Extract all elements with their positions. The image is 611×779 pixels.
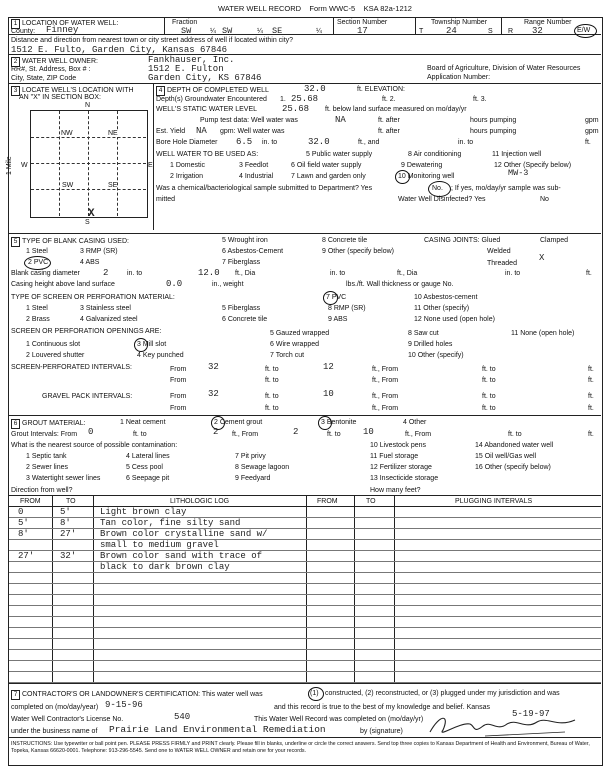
static-level-label: WELL'S STATIC WATER LEVEL <box>156 106 258 113</box>
record-completed-label: This Water Well Record was completed on (mo/day/yr) <box>254 716 424 723</box>
plug-from-header: FROM <box>317 498 338 505</box>
quadrant-se: SE <box>108 182 118 189</box>
source-7: 7 Pit privy <box>235 453 266 460</box>
log-row-description: Light brown clay <box>100 507 187 517</box>
log-row-to: 27' <box>60 529 77 539</box>
certification-line-1: 7 CONTRACTOR'S OR LANDOWNER'S CERTIFICATION: This water well was <box>11 690 263 700</box>
casing-2-circle <box>24 256 51 270</box>
source-11: 11 Fuel storage <box>370 453 419 460</box>
openings-label: SCREEN OR PERFORATION OPENINGS ARE: <box>11 328 162 335</box>
screen-3: 3 Stainless steel <box>80 305 131 312</box>
compass-s: S <box>85 219 90 226</box>
blank-ft-dia: ft., Dia <box>235 270 256 277</box>
signature-icon <box>425 712 585 738</box>
section-number-value: 17 <box>357 26 368 36</box>
opening-5: 5 Gauzed wrapped <box>270 330 330 337</box>
screen-ft: ft. <box>588 366 594 373</box>
casing-clamped: Clamped <box>540 237 569 244</box>
grout-to-2-label: ft. to <box>327 431 341 438</box>
use-6: 6 Oil field water supply <box>291 162 362 169</box>
plugging-intervals-header: PLUGGING INTERVALS <box>455 498 533 505</box>
distance-label: Distance and direction from nearest town or city street address of well if located within city? <box>11 37 294 44</box>
gw-1-label: 1. <box>280 96 286 103</box>
casing-2: 2 PVC <box>28 259 49 266</box>
static-level-rest: ft. below land surface measured on mo/day/yr <box>325 106 467 113</box>
source-12: 12 Fertilizer storage <box>370 464 432 471</box>
grout-to-3: ft. to <box>508 431 522 438</box>
pump-ft-after: ft. after <box>378 117 400 124</box>
grout-2: 2 Cement grout <box>214 419 263 426</box>
gravel-ft-2: ft. <box>588 405 594 412</box>
gravel-from: From <box>170 393 187 400</box>
screen-intervals-label: SCREEN-PERFORATED INTERVALS: <box>11 364 132 371</box>
quadrant-nw: NW <box>61 130 73 137</box>
log-rule <box>9 594 601 595</box>
log-rule <box>9 616 601 617</box>
casing-threaded: Threaded <box>487 260 517 267</box>
bore-in-to: in. to <box>262 139 278 146</box>
business-label: under the business name of <box>11 728 98 735</box>
screen-ft-from: ft., From <box>372 366 399 373</box>
gravel-to: ft. to <box>265 393 279 400</box>
blank-casing-label: Blank casing diameter <box>11 270 80 277</box>
yield-ft-after: ft. after <box>378 128 400 135</box>
opening-3-circle <box>134 338 148 352</box>
casing-5: 5 Wrought iron <box>222 237 268 244</box>
section-3-label-2: AN "X" IN SECTION BOX: <box>19 94 101 101</box>
casing-lbs: lbs./ft. Wall thickness or gauge No. <box>346 281 454 288</box>
pump-gpm: gpm <box>585 117 599 124</box>
casing-9: 9 Other (specify below) <box>322 248 394 255</box>
opening-4: 4 Key punched <box>137 352 184 359</box>
source-15: 15 Oil well/Gas well <box>475 453 537 460</box>
log-rule <box>9 660 601 661</box>
form-title: WATER WELL RECORD Form WWC-5 KSA 82a-1212 <box>218 4 412 13</box>
range-direction-circle <box>574 24 597 38</box>
yield-rest: gpm: Well water was <box>220 128 285 135</box>
owner-value: Fankhauser, Inc. <box>148 55 235 65</box>
compass-n: N <box>85 102 91 109</box>
signature-label: by (signature) <box>360 728 403 735</box>
gravel-from-value: 32 <box>208 389 219 399</box>
street-value: 1512 E. Fulton <box>148 64 224 74</box>
screen-to-2: ft. to <box>265 377 279 384</box>
section-3-label: 3 LOCATE WELL'S LOCATION WITH <box>11 86 134 96</box>
screen-material-label: TYPE OF SCREEN OR PERFORATION MATERIAL: <box>11 294 175 301</box>
chem-mitted: mitted <box>156 196 176 203</box>
source-13: 13 Insecticide storage <box>370 475 439 482</box>
section-map-box <box>30 110 148 218</box>
city-label: City, State, ZIP Code <box>11 75 77 82</box>
township-label: Township Number <box>431 19 488 26</box>
screen-from-2: From <box>170 377 187 384</box>
elevation-label: ft. ELEVATION: <box>357 86 405 93</box>
gw-2-label: ft. 2. <box>382 96 396 103</box>
cert-option-1: (1) <box>310 690 319 697</box>
opening-11: 11 None (open hole) <box>511 330 575 337</box>
groundwater-1-value: 25.68 <box>291 94 319 104</box>
lithologic-log-header: LITHOLOGIC LOG <box>170 498 230 505</box>
yield-hours: hours pumping <box>470 128 517 135</box>
bore-depth-value: 32.0 <box>308 137 330 147</box>
gw-3-label: ft. 3. <box>473 96 487 103</box>
gravel-ft-from-2: ft., From <box>372 405 399 412</box>
bore-diameter-value: 6.5 <box>236 137 253 147</box>
casing-joint-x: X <box>539 253 545 263</box>
pump-test-value: NA <box>335 115 346 125</box>
casing-7: 7 Fiberglass <box>222 259 261 266</box>
source-16: 16 Other (specify below) <box>475 464 551 471</box>
screen-12: 12 None used (open hole) <box>414 316 495 323</box>
screen-1: 1 Steel <box>26 305 48 312</box>
bore-in-to-2: in. to <box>458 139 474 146</box>
gravel-from-2: From <box>170 405 187 412</box>
casing-8: 8 Concrete tile <box>322 237 368 244</box>
use-10: 10 Monitoring well <box>398 173 455 180</box>
screen-7: 7 PVC <box>326 294 347 301</box>
contamination-label: What is the nearest source of possible contamination: <box>11 442 178 449</box>
use-2: 2 Irrigation <box>170 173 204 180</box>
blank-diameter-value: 2 <box>103 268 109 278</box>
source-3: 3 Watertight sewer lines <box>26 475 101 482</box>
grout-to-value: 2 <box>213 427 219 437</box>
screen-ft-to: ft. to <box>482 366 496 373</box>
county-value: Finney <box>46 25 79 35</box>
chem-sample-label: Was a chemical/bacteriological sample submitted to Department? Yes <box>156 185 373 192</box>
casing-4: 4 ABS <box>80 259 100 266</box>
license-number: 540 <box>174 712 191 722</box>
log-rule <box>9 517 601 518</box>
screen-to-value: 12 <box>323 362 334 372</box>
depth-label: 4 DEPTH OF COMPLETED WELL <box>156 86 269 96</box>
log-row-description: black to dark brown clay <box>100 562 230 572</box>
quarter-mark-2: ¼ <box>257 28 263 35</box>
compass-w: W <box>21 162 28 169</box>
log-row-to: 32' <box>60 551 77 561</box>
use-label: WELL WATER TO BE USED AS: <box>156 151 259 158</box>
use-11: 11 Injection well <box>492 151 542 158</box>
log-from-header: FROM <box>20 498 41 505</box>
opening-6: 6 Wire wrapped <box>270 341 320 348</box>
log-rule <box>9 583 601 584</box>
application-label: Application Number: <box>427 74 491 81</box>
use-3: 3 Feedlot <box>239 162 269 169</box>
log-row-from: 27' <box>18 551 35 561</box>
screen-from-value: 32 <box>208 362 219 372</box>
yield-gpm: gpm <box>585 128 599 135</box>
fraction-3: SE <box>272 26 283 36</box>
grout-from-2-value: 2 <box>293 427 299 437</box>
gravel-ft: ft. <box>588 393 594 400</box>
range-value: 32 <box>532 26 543 36</box>
quarter-mark-1: ¼ <box>210 28 216 35</box>
casing-3: 3 RMP (SR) <box>80 248 118 255</box>
license-label: Water Well Contractor's License No. <box>11 716 124 723</box>
bore-label: Bore Hole Diameter <box>156 139 218 146</box>
yield-label: Est. Yield <box>156 128 186 135</box>
section-number-label: Section Number <box>337 19 388 26</box>
grout-1: 1 Neat cement <box>120 419 166 426</box>
casing-welded: Welded <box>487 248 511 255</box>
range-direction: E/W <box>577 27 591 34</box>
blank-ft: ft. <box>586 270 592 277</box>
fraction-label: Fraction <box>172 19 198 26</box>
grout-4: 4 Other <box>403 419 427 426</box>
casing-height-label: Casing height above land surface <box>11 281 115 288</box>
casing-1: 1 Steel <box>26 248 48 255</box>
log-rule <box>9 627 601 628</box>
log-row-description: Brown color crystalline sand w/ <box>100 529 268 539</box>
disinfected-label: Water Well Disinfected? Yes <box>398 196 486 203</box>
grout-ft-to: ft. to <box>133 431 147 438</box>
quarter-mark-3: ¼ <box>316 28 322 35</box>
use-9: 9 Dewatering <box>401 162 443 169</box>
source-6: 6 Seepage pit <box>126 475 170 482</box>
log-rule <box>9 539 601 540</box>
screen-ft-2: ft. <box>588 377 594 384</box>
screen-5: 5 Fiberglass <box>222 305 261 312</box>
opening-9: 9 Drilled holes <box>408 341 453 348</box>
log-row-description: Tan color, fine silty sand <box>100 518 241 528</box>
grout-from-value: 0 <box>88 427 94 437</box>
gravel-ft-to: ft. to <box>482 393 496 400</box>
grout-3-circle <box>318 416 332 430</box>
mile-label: 1 Mile <box>6 156 13 175</box>
gravel-ft-from: ft., From <box>372 393 399 400</box>
grout-label: 6 GROUT MATERIAL: <box>11 419 86 429</box>
log-rule <box>9 550 601 551</box>
blank-in-to-3: in. to <box>505 270 521 277</box>
casing-height-value: 0.0 <box>166 279 183 289</box>
casing-weight: in., weight <box>212 281 244 288</box>
fraction-1: SW <box>181 26 192 36</box>
section-2-label: 2 WATER WELL OWNER: <box>11 57 98 67</box>
city-value: Garden City, KS 67846 <box>148 73 262 83</box>
instructions: INSTRUCTIONS: Use typewriter or ball point pen. PLEASE PRESS FIRMLY and PRINT clearly. Please fill in blanks, underline or circle the correct answers. Send top three copies to Kansas Department of Health and Environment, Bureau of Water, Topeka, Kansas 66620-0001. Telephone: 913-296-5545. Send one to WATER WELL OWNER and retain one for your records. <box>11 741 590 754</box>
screen-11: 11 Other (specify) <box>414 305 470 312</box>
street-label: RR#, St. Address, Box # : <box>11 66 91 73</box>
gravel-to-2: ft. to <box>265 405 279 412</box>
board-label: Board of Agriculture, Division of Water Resources <box>427 65 581 72</box>
use-12: 12 Other (Specify below) <box>494 162 572 169</box>
log-rule <box>9 671 601 672</box>
casing-type-label: 5 TYPE OF BLANK CASING USED: <box>11 237 129 247</box>
disinfected-no: No <box>540 196 549 203</box>
township-prefix: T <box>419 28 424 35</box>
screen-10: 10 Asbestos-cement <box>414 294 478 301</box>
pump-test-label: Pump test data: Well water was <box>200 117 298 124</box>
screen-8: 8 RMP (SR) <box>328 305 366 312</box>
depth-value: 32.0 <box>304 84 326 94</box>
log-to-header: TO <box>66 498 76 505</box>
log-rule <box>9 561 601 562</box>
direction-label: Direction from well? <box>11 487 73 494</box>
blank-in-to: in. to <box>127 270 143 277</box>
source-4: 4 Lateral lines <box>126 453 170 460</box>
log-rule <box>9 572 601 573</box>
blank-in-to-2: in. to <box>330 270 346 277</box>
source-8: 8 Sewage lagoon <box>235 464 290 471</box>
groundwater-label: Depth(s) Groundwater Encountered <box>156 96 267 103</box>
cert-option-1-circle <box>308 687 324 701</box>
log-row-to: 5' <box>60 507 71 517</box>
use-4: 4 Industrial <box>239 173 274 180</box>
opening-8: 8 Saw cut <box>408 330 439 337</box>
address-value: 1512 E. Fulto, Garden City, Kansas 67846 <box>11 45 228 55</box>
grout-ft: ft. <box>588 431 594 438</box>
grout-from-2: ft., From <box>232 431 259 438</box>
log-rule <box>9 638 601 639</box>
blank-ft-dia-2: ft., Dia <box>397 270 418 277</box>
chem-no-circle <box>428 181 451 197</box>
well-location-x: X <box>88 208 95 220</box>
screen-2: 2 Brass <box>26 316 50 323</box>
gravel-pack-label: GRAVEL PACK INTERVALS: <box>42 393 133 400</box>
screen-ft-from-2: ft., From <box>372 377 399 384</box>
record-completed-date: 5-19-97 <box>512 709 550 719</box>
fraction-2: SW <box>222 26 233 36</box>
source-10: 10 Livestock pens <box>370 442 427 449</box>
certification-rest: constructed, (2) reconstructed, or (3) plugged under my jurisdiction and was <box>325 690 560 697</box>
opening-10: 10 Other (specify) <box>408 352 464 359</box>
screen-9: 9 ABS <box>328 316 348 323</box>
bore-ft-and: ft., and <box>358 139 380 146</box>
log-rule <box>9 605 601 606</box>
log-row-from: 8' <box>18 529 29 539</box>
log-row-to: 8' <box>60 518 71 528</box>
range-prefix: R <box>508 28 514 35</box>
opening-7: 7 Torch cut <box>270 352 305 359</box>
grout-intervals-label: Grout Intervals: From <box>11 431 78 438</box>
screen-6: 6 Concrete tile <box>222 316 268 323</box>
county-label: County: <box>11 28 36 35</box>
grout-to-2-value: 10 <box>363 427 374 437</box>
grout-from-3: ft., From <box>405 431 432 438</box>
use-10-circle <box>395 170 410 184</box>
section-1-label: 1 LOCATION OF WATER WELL: <box>11 19 118 29</box>
opening-2: 2 Louvered shutter <box>26 352 85 359</box>
screen-from: From <box>170 366 187 373</box>
chem-no: No. <box>432 185 443 192</box>
source-14: 14 Abandoned water well <box>475 442 554 449</box>
range-label: Range Number <box>524 19 572 26</box>
use-8: 8 Air conditioning <box>408 151 462 158</box>
chem-rest: ; If yes, mo/day/yr sample was sub- <box>451 185 561 192</box>
quadrant-ne: NE <box>108 130 118 137</box>
use-1: 1 Domestic <box>170 162 206 169</box>
township-suffix: S <box>488 28 493 35</box>
log-row-description: small to medium gravel <box>100 540 219 550</box>
log-row-from: 0 <box>18 507 24 517</box>
source-2: 2 Sewer lines <box>26 464 69 471</box>
casing-joints-label: CASING JOINTS: Glued <box>424 237 501 244</box>
grout-3: 3 Bentonite <box>321 419 357 426</box>
quadrant-sw: SW <box>62 182 74 189</box>
source-9: 9 Feedyard <box>235 475 271 482</box>
completed-rest: and this record is true to the best of my knowledge and belief. Kansas <box>274 704 490 711</box>
how-many-feet-label: How many feet? <box>370 487 421 494</box>
bore-ft-2: ft. <box>585 139 591 146</box>
log-row-from: 5' <box>18 518 29 528</box>
plug-to-header: TO <box>366 498 376 505</box>
blank-depth-value: 12.0 <box>198 268 220 278</box>
casing-6: 6 Asbestos-Cement <box>222 248 284 255</box>
township-value: 24 <box>446 26 457 36</box>
opening-3: 3 Mill slot <box>137 341 167 348</box>
gravel-ft-to-2: ft. to <box>482 405 496 412</box>
gravel-to-value: 10 <box>323 389 334 399</box>
use-5: 5 Public water supply <box>306 151 373 158</box>
screen-to: ft. to <box>265 366 279 373</box>
monitoring-well-id: MW-3 <box>508 168 529 178</box>
pump-hours: hours pumping <box>470 117 517 124</box>
static-level-value: 25.68 <box>282 104 310 114</box>
use-7: 7 Lawn and garden only <box>291 173 366 180</box>
log-rule <box>9 649 601 650</box>
yield-value: NA <box>196 126 207 136</box>
business-name: Prairie Land Environmental Remediation <box>109 724 326 735</box>
opening-1: 1 Continuous slot <box>26 341 81 348</box>
screen-4: 4 Galvanized steel <box>80 316 138 323</box>
source-1: 1 Septic tank <box>26 453 67 460</box>
source-5: 5 Cess pool <box>126 464 163 471</box>
completed-label: completed on (mo/day/year) <box>11 704 99 711</box>
completed-date: 9-15-96 <box>105 700 143 710</box>
screen-7-circle <box>323 291 338 305</box>
compass-e: E <box>148 162 153 169</box>
log-rule <box>9 528 601 529</box>
log-row-description: Brown color sand with trace of <box>100 551 263 561</box>
screen-ft-to-2: ft. to <box>482 377 496 384</box>
